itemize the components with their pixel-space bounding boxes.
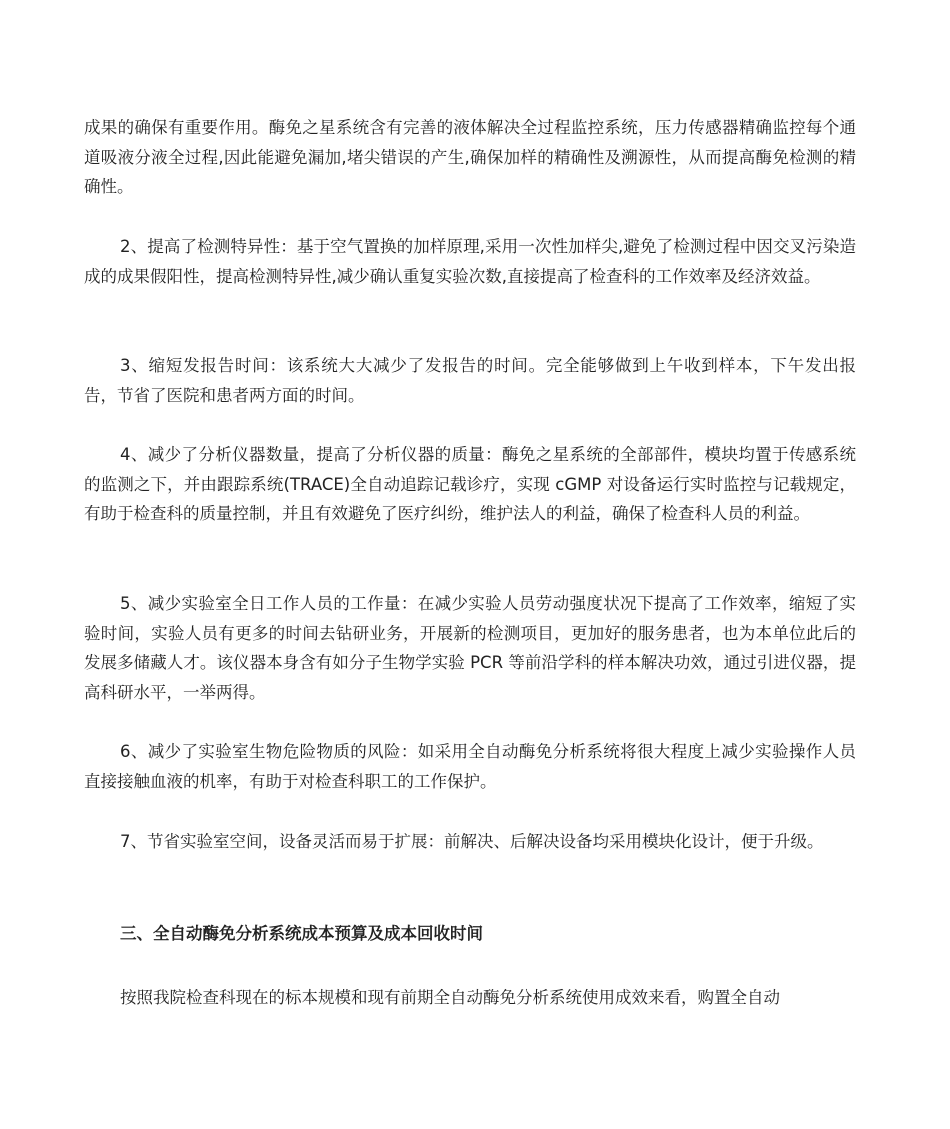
section-heading: 三、全自动酶免分析系统成本预算及成本回收时间: [120, 924, 483, 943]
paragraph-cost-intro: 按照我院检查科现在的标本规模和现有前期全自动酶免分析系统使用成效来看，购置全自动: [120, 988, 780, 1007]
paragraph-item-5: 5、减少实验室全日工作人员的工作量：在减少实验人员劳动强度状况下提高了工作效率，缩短了实验时间，实验人员有更多的时间去钻研业务，开展新的检测项目，更加好的服务患者，也为本单位此后的发展多储藏人才。该仪器本身含有如分子生物学实验 PCR 等前沿学科的样本解决功效，通过引进仪器，提高科研水平，一举两得。: [84, 594, 856, 702]
paragraph-accuracy-continued: 成果的确保有重要作用。酶免之星系统含有完善的液体解决全过程监控系统，压力传感器精确监控每个通道吸液分液全过程,因此能避免漏加,堵尖错误的产生,确保加样的精确性及溯源性，从而提高酶免检测的精确性。: [84, 118, 856, 196]
paragraph-item-3: 3、缩短发报告时间：该系统大大减少了发报告的时间。完全能够做到上午收到样本，下午发出报告，节省了医院和患者两方面的时间。: [84, 356, 856, 405]
paragraph-item-2: 2、提高了检测特异性：基于空气置换的加样原理,采用一次性加样尖,避免了检测过程中因交叉污染造成的成果假阳性，提高检测特异性,减少确认重复实验次数,直接提高了检查科的工作效率及经济效益。: [84, 237, 856, 286]
paragraph-item-6: 6、减少了实验室生物危险物质的风险：如采用全自动酶免分析系统将很大程度上减少实验操作人员直接接触血液的机率，有助于对检查科职工的工作保护。: [84, 742, 856, 791]
paragraph-item-7: 7、节省实验室空间，设备灵活而易于扩展：前解决、后解决设备均采用模块化设计，便于升级。: [120, 832, 824, 851]
paragraph-item-4: 4、减少了分析仪器数量，提高了分析仪器的质量：酶免之星系统的全部部件，模块均置于传感系统的监测之下，并由跟踪系统(TRACE)全自动追踪记载诊疗，实现 cGMP 对设备运行实时监控与记载规定，有助于检查科的质量控制，并且有效避免了医疗纠纷，维护法人的利益，确保了检查科人员的利益。: [84, 445, 856, 523]
